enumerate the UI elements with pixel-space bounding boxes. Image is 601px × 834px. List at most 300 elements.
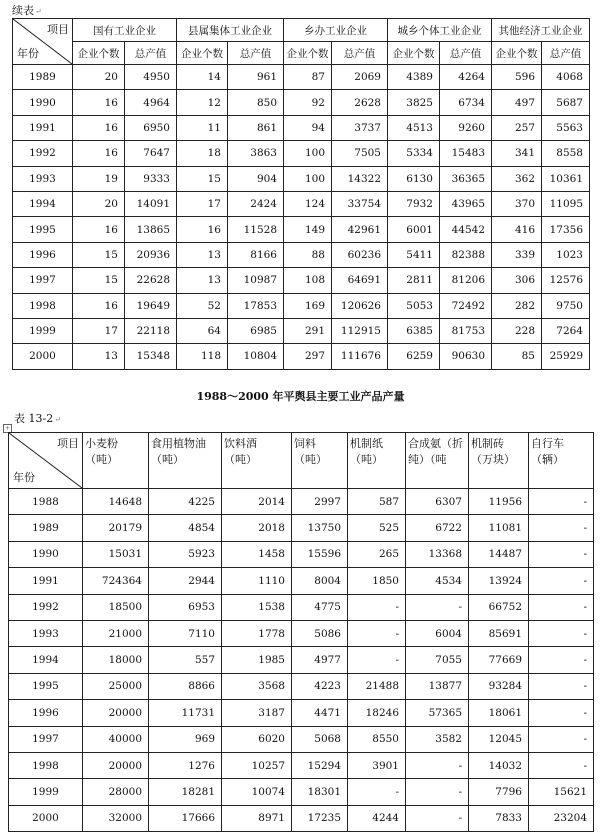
value-cell: 17 bbox=[73, 318, 125, 343]
value-cell: 12 bbox=[177, 90, 228, 115]
table-row bbox=[13, 293, 590, 318]
table-row bbox=[9, 673, 594, 699]
value-cell: 94 bbox=[284, 115, 332, 140]
value-cell: 16 bbox=[73, 115, 125, 140]
year-cell: 2000 bbox=[9, 805, 83, 831]
value-cell: 7796 bbox=[469, 779, 529, 805]
value-cell: 6001 bbox=[388, 217, 440, 242]
year-cell: 1988 bbox=[9, 489, 83, 515]
group-header-individual: 城乡个体工业企业 bbox=[388, 19, 492, 42]
value-cell: 861 bbox=[228, 115, 284, 140]
value-cell: 5053 bbox=[388, 293, 440, 318]
corner-item-label: 项目 bbox=[57, 437, 79, 450]
column-header bbox=[149, 433, 222, 489]
value-cell: 6130 bbox=[388, 166, 440, 191]
table-row bbox=[9, 779, 594, 805]
sub-header-count: 企业个数 bbox=[388, 42, 440, 65]
value-cell: 111676 bbox=[332, 344, 388, 369]
value-cell: 100 bbox=[284, 141, 332, 166]
value-cell: 12576 bbox=[542, 268, 590, 293]
value-cell: 7110 bbox=[149, 620, 222, 646]
value-cell: 15 bbox=[73, 268, 125, 293]
value-cell: 3187 bbox=[222, 700, 292, 726]
value-cell: 14 bbox=[177, 65, 228, 90]
column-header-line: （辆） bbox=[531, 453, 564, 466]
column-header-line: 自行车 bbox=[531, 437, 564, 450]
value-cell: - bbox=[348, 594, 406, 620]
corner-year-label: 年份 bbox=[17, 47, 39, 60]
value-cell: 124 bbox=[284, 191, 332, 216]
sub-header-count: 企业个数 bbox=[284, 42, 332, 65]
table-row bbox=[13, 318, 590, 343]
value-cell: 13877 bbox=[406, 673, 469, 699]
value-cell: 4964 bbox=[125, 90, 177, 115]
table2-title: 1988～2000 年平舆县主要工业产品产量 bbox=[196, 390, 405, 403]
value-cell: 339 bbox=[492, 242, 542, 267]
value-cell: 42961 bbox=[332, 217, 388, 242]
value-cell: - bbox=[529, 647, 594, 673]
value-cell: 88 bbox=[284, 242, 332, 267]
column-header-line: （万块） bbox=[471, 453, 515, 466]
value-cell: 3901 bbox=[348, 752, 406, 778]
value-cell: 8971 bbox=[222, 805, 292, 831]
value-cell: 282 bbox=[492, 293, 542, 318]
continued-label: 续表↵ bbox=[12, 4, 42, 17]
value-cell: 4244 bbox=[348, 805, 406, 831]
column-header-line: （吨） bbox=[224, 453, 257, 466]
value-cell: 25929 bbox=[542, 344, 590, 369]
value-cell: 10804 bbox=[228, 344, 284, 369]
column-header-line: 机制砖 bbox=[471, 437, 504, 450]
group-header-county: 县属集体工业企业 bbox=[177, 19, 284, 42]
column-header bbox=[529, 433, 594, 489]
value-cell: 228 bbox=[492, 318, 542, 343]
value-cell: 9333 bbox=[125, 166, 177, 191]
value-cell: 15596 bbox=[292, 541, 348, 567]
value-cell: 85691 bbox=[469, 620, 529, 646]
table-row bbox=[13, 268, 590, 293]
year-cell: 1998 bbox=[9, 752, 83, 778]
value-cell: 4513 bbox=[388, 115, 440, 140]
value-cell: 12045 bbox=[469, 726, 529, 752]
value-cell: 20 bbox=[73, 65, 125, 90]
table-row bbox=[9, 568, 594, 594]
column-header-line: 饲料 bbox=[294, 437, 316, 450]
value-cell: 11956 bbox=[469, 489, 529, 515]
table-row bbox=[9, 620, 594, 646]
value-cell: 596 bbox=[492, 65, 542, 90]
value-cell: 6385 bbox=[388, 318, 440, 343]
table2-corner-header bbox=[9, 433, 83, 489]
value-cell: 87 bbox=[284, 65, 332, 90]
value-cell: 44542 bbox=[440, 217, 492, 242]
value-cell: 28000 bbox=[83, 779, 149, 805]
table-move-handle-icon[interactable]: + bbox=[4, 425, 11, 432]
column-header-line: 小麦粉 bbox=[85, 437, 118, 450]
value-cell: 17666 bbox=[149, 805, 222, 831]
value-cell: 5563 bbox=[542, 115, 590, 140]
value-cell: 5086 bbox=[292, 620, 348, 646]
year-cell: 1995 bbox=[9, 673, 83, 699]
year-cell: 1991 bbox=[9, 568, 83, 594]
value-cell: 20179 bbox=[83, 515, 149, 541]
value-cell: 5411 bbox=[388, 242, 440, 267]
value-cell: 9260 bbox=[440, 115, 492, 140]
value-cell: 557 bbox=[149, 647, 222, 673]
value-cell: 16 bbox=[73, 217, 125, 242]
value-cell: 724364 bbox=[83, 568, 149, 594]
table-row bbox=[13, 344, 590, 369]
value-cell: 969 bbox=[149, 726, 222, 752]
value-cell: 4264 bbox=[440, 65, 492, 90]
value-cell: 13865 bbox=[125, 217, 177, 242]
value-cell: 7833 bbox=[469, 805, 529, 831]
value-cell: 8004 bbox=[292, 568, 348, 594]
value-cell: 7264 bbox=[542, 318, 590, 343]
value-cell: 23204 bbox=[529, 805, 594, 831]
value-cell: 6985 bbox=[228, 318, 284, 343]
value-cell: 15 bbox=[177, 166, 228, 191]
value-cell: 8550 bbox=[348, 726, 406, 752]
table-row bbox=[9, 752, 594, 778]
value-cell: 5687 bbox=[542, 90, 590, 115]
value-cell: 13924 bbox=[469, 568, 529, 594]
year-cell: 1991 bbox=[13, 115, 73, 140]
value-cell: 4977 bbox=[292, 647, 348, 673]
value-cell: 6259 bbox=[388, 344, 440, 369]
year-cell: 1993 bbox=[9, 620, 83, 646]
value-cell: 8866 bbox=[149, 673, 222, 699]
value-cell: 6953 bbox=[149, 594, 222, 620]
value-cell: 297 bbox=[284, 344, 332, 369]
value-cell: - bbox=[529, 515, 594, 541]
value-cell: 904 bbox=[228, 166, 284, 191]
value-cell: 21488 bbox=[348, 673, 406, 699]
value-cell: 11 bbox=[177, 115, 228, 140]
value-cell: 15348 bbox=[125, 344, 177, 369]
column-header-line: （吨） bbox=[294, 453, 327, 466]
value-cell: 2014 bbox=[222, 489, 292, 515]
column-header bbox=[83, 433, 149, 489]
value-cell: 16 bbox=[73, 141, 125, 166]
year-cell: 1997 bbox=[13, 268, 73, 293]
year-cell: 1994 bbox=[9, 647, 83, 673]
value-cell: - bbox=[529, 673, 594, 699]
column-header-line: 纯）（吨 bbox=[408, 453, 447, 466]
value-cell: - bbox=[529, 726, 594, 752]
value-cell: 20000 bbox=[83, 700, 149, 726]
value-cell: 64691 bbox=[332, 268, 388, 293]
value-cell: 13 bbox=[177, 242, 228, 267]
table-row bbox=[13, 191, 590, 216]
value-cell: 4389 bbox=[388, 65, 440, 90]
value-cell: 1850 bbox=[348, 568, 406, 594]
value-cell: 497 bbox=[492, 90, 542, 115]
value-cell: 120626 bbox=[332, 293, 388, 318]
sub-header-count: 企业个数 bbox=[177, 42, 228, 65]
value-cell: 7055 bbox=[406, 647, 469, 673]
value-cell: 341 bbox=[492, 141, 542, 166]
value-cell: - bbox=[406, 779, 469, 805]
value-cell: 92 bbox=[284, 90, 332, 115]
value-cell: 19649 bbox=[125, 293, 177, 318]
table-row bbox=[9, 726, 594, 752]
value-cell: 1985 bbox=[222, 647, 292, 673]
value-cell: 57365 bbox=[406, 700, 469, 726]
table-row bbox=[9, 805, 594, 831]
group-header-township: 乡办工业企业 bbox=[284, 19, 388, 42]
value-cell: 13 bbox=[73, 344, 125, 369]
value-cell: 108 bbox=[284, 268, 332, 293]
value-cell: 112915 bbox=[332, 318, 388, 343]
value-cell: 11081 bbox=[469, 515, 529, 541]
value-cell: 64 bbox=[177, 318, 228, 343]
value-cell: 1110 bbox=[222, 568, 292, 594]
table-row bbox=[9, 515, 594, 541]
value-cell: 15 bbox=[73, 242, 125, 267]
value-cell: 2018 bbox=[222, 515, 292, 541]
value-cell: 2811 bbox=[388, 268, 440, 293]
table-row bbox=[13, 141, 590, 166]
value-cell: 14487 bbox=[469, 541, 529, 567]
value-cell: 10257 bbox=[222, 752, 292, 778]
value-cell: 16 bbox=[177, 217, 228, 242]
value-cell: 22628 bbox=[125, 268, 177, 293]
value-cell: 82388 bbox=[440, 242, 492, 267]
year-cell: 1996 bbox=[9, 700, 83, 726]
value-cell: 15294 bbox=[292, 752, 348, 778]
value-cell: 25000 bbox=[83, 673, 149, 699]
value-cell: 15483 bbox=[440, 141, 492, 166]
value-cell: 3825 bbox=[388, 90, 440, 115]
value-cell: 3863 bbox=[228, 141, 284, 166]
value-cell: 257 bbox=[492, 115, 542, 140]
table-row bbox=[9, 489, 594, 515]
value-cell: - bbox=[529, 541, 594, 567]
value-cell: 60236 bbox=[332, 242, 388, 267]
value-cell: 11731 bbox=[149, 700, 222, 726]
value-cell: 13 bbox=[177, 268, 228, 293]
table-row bbox=[9, 700, 594, 726]
value-cell: 15031 bbox=[83, 541, 149, 567]
year-cell: 1992 bbox=[13, 141, 73, 166]
value-cell: 77669 bbox=[469, 647, 529, 673]
value-cell: 2997 bbox=[292, 489, 348, 515]
column-header-line: 饮料酒 bbox=[224, 437, 257, 450]
value-cell: 7932 bbox=[388, 191, 440, 216]
value-cell: 149 bbox=[284, 217, 332, 242]
value-cell: 4854 bbox=[149, 515, 222, 541]
year-cell: 1989 bbox=[13, 65, 73, 90]
value-cell: 15621 bbox=[529, 779, 594, 805]
value-cell: - bbox=[348, 620, 406, 646]
value-cell: 90630 bbox=[440, 344, 492, 369]
value-cell: 40000 bbox=[83, 726, 149, 752]
year-cell: 1994 bbox=[13, 191, 73, 216]
value-cell: 2944 bbox=[149, 568, 222, 594]
value-cell: 6004 bbox=[406, 620, 469, 646]
value-cell: 2069 bbox=[332, 65, 388, 90]
value-cell: 21000 bbox=[83, 620, 149, 646]
value-cell: 18000 bbox=[83, 647, 149, 673]
value-cell: 4534 bbox=[406, 568, 469, 594]
value-cell: 16 bbox=[73, 293, 125, 318]
value-cell: - bbox=[406, 752, 469, 778]
year-cell: 1996 bbox=[13, 242, 73, 267]
table-row bbox=[13, 65, 590, 90]
value-cell: 4950 bbox=[125, 65, 177, 90]
table-row bbox=[9, 647, 594, 673]
value-cell: 18500 bbox=[83, 594, 149, 620]
value-cell: 20936 bbox=[125, 242, 177, 267]
value-cell: 306 bbox=[492, 268, 542, 293]
value-cell: 13368 bbox=[406, 541, 469, 567]
value-cell: 3582 bbox=[406, 726, 469, 752]
year-cell: 1999 bbox=[13, 318, 73, 343]
value-cell: - bbox=[529, 700, 594, 726]
column-header bbox=[469, 433, 529, 489]
value-cell: 93284 bbox=[469, 673, 529, 699]
value-cell: - bbox=[348, 647, 406, 673]
value-cell: 10987 bbox=[228, 268, 284, 293]
column-header-line: （吨） bbox=[85, 453, 118, 466]
value-cell: 18061 bbox=[469, 700, 529, 726]
value-cell: 291 bbox=[284, 318, 332, 343]
value-cell: 265 bbox=[348, 541, 406, 567]
column-header bbox=[292, 433, 348, 489]
value-cell: 4223 bbox=[292, 673, 348, 699]
year-cell: 1995 bbox=[13, 217, 73, 242]
value-cell: 1276 bbox=[149, 752, 222, 778]
value-cell: 8166 bbox=[228, 242, 284, 267]
value-cell: 22118 bbox=[125, 318, 177, 343]
value-cell: 1023 bbox=[542, 242, 590, 267]
value-cell: 3568 bbox=[222, 673, 292, 699]
value-cell: 1458 bbox=[222, 541, 292, 567]
table-row bbox=[9, 541, 594, 567]
value-cell: - bbox=[529, 489, 594, 515]
year-cell: 1992 bbox=[9, 594, 83, 620]
sub-header-output: 总产值 bbox=[542, 42, 590, 65]
value-cell: 14091 bbox=[125, 191, 177, 216]
value-cell: 10074 bbox=[222, 779, 292, 805]
value-cell: 5923 bbox=[149, 541, 222, 567]
value-cell: 14032 bbox=[469, 752, 529, 778]
table-row bbox=[13, 217, 590, 242]
value-cell: 17356 bbox=[542, 217, 590, 242]
value-cell: 5334 bbox=[388, 141, 440, 166]
value-cell: 20 bbox=[73, 191, 125, 216]
value-cell: 1778 bbox=[222, 620, 292, 646]
value-cell: 52 bbox=[177, 293, 228, 318]
value-cell: 118 bbox=[177, 344, 228, 369]
sub-header-output: 总产值 bbox=[440, 42, 492, 65]
value-cell: 6020 bbox=[222, 726, 292, 752]
value-cell: 6307 bbox=[406, 489, 469, 515]
value-cell: 16 bbox=[73, 90, 125, 115]
value-cell: 3737 bbox=[332, 115, 388, 140]
value-cell: - bbox=[529, 752, 594, 778]
value-cell: - bbox=[529, 620, 594, 646]
value-cell: 36365 bbox=[440, 166, 492, 191]
year-cell: 2000 bbox=[13, 344, 73, 369]
table-row bbox=[9, 594, 594, 620]
value-cell: 85 bbox=[492, 344, 542, 369]
value-cell: - bbox=[406, 594, 469, 620]
column-header bbox=[406, 433, 469, 489]
value-cell: 20000 bbox=[83, 752, 149, 778]
value-cell: 13750 bbox=[292, 515, 348, 541]
sub-header-output: 总产值 bbox=[228, 42, 284, 65]
table-row bbox=[13, 90, 590, 115]
value-cell: 17853 bbox=[228, 293, 284, 318]
value-cell: 72492 bbox=[440, 293, 492, 318]
corner-item-label: 项目 bbox=[47, 23, 69, 36]
sub-header-output: 总产值 bbox=[332, 42, 388, 65]
table2-label: 表 13-2↵ bbox=[14, 412, 61, 425]
value-cell: 362 bbox=[492, 166, 542, 191]
value-cell: 7647 bbox=[125, 141, 177, 166]
year-cell: 1993 bbox=[13, 166, 73, 191]
value-cell: 19 bbox=[73, 166, 125, 191]
value-cell: 17235 bbox=[292, 805, 348, 831]
value-cell: 9750 bbox=[542, 293, 590, 318]
value-cell: 10361 bbox=[542, 166, 590, 191]
column-header-line: 食用植物油 bbox=[151, 437, 206, 450]
year-cell: 1999 bbox=[9, 779, 83, 805]
value-cell: 18301 bbox=[292, 779, 348, 805]
column-header-line: 合成氨（折 bbox=[408, 437, 463, 450]
year-cell: 1990 bbox=[9, 541, 83, 567]
table1-corner-header bbox=[13, 19, 73, 65]
column-header-line: （吨） bbox=[350, 453, 383, 466]
value-cell: 6722 bbox=[406, 515, 469, 541]
value-cell: - bbox=[529, 568, 594, 594]
value-cell: 2424 bbox=[228, 191, 284, 216]
product-output-table bbox=[8, 432, 594, 832]
value-cell: 525 bbox=[348, 515, 406, 541]
year-cell: 1998 bbox=[13, 293, 73, 318]
group-header-state: 国有工业企业 bbox=[73, 19, 177, 42]
value-cell: - bbox=[406, 805, 469, 831]
value-cell: 4225 bbox=[149, 489, 222, 515]
group-header-other: 其他经济工业企业 bbox=[492, 19, 590, 42]
value-cell: 18 bbox=[177, 141, 228, 166]
table-row bbox=[13, 115, 590, 140]
value-cell: 18246 bbox=[348, 700, 406, 726]
value-cell: 7505 bbox=[332, 141, 388, 166]
value-cell: 370 bbox=[492, 191, 542, 216]
value-cell: 169 bbox=[284, 293, 332, 318]
year-cell: 1990 bbox=[13, 90, 73, 115]
value-cell: 66752 bbox=[469, 594, 529, 620]
sub-header-count: 企业个数 bbox=[73, 42, 125, 65]
column-header-line: 机制纸 bbox=[350, 437, 383, 450]
value-cell: 11095 bbox=[542, 191, 590, 216]
value-cell: 81753 bbox=[440, 318, 492, 343]
value-cell: 4775 bbox=[292, 594, 348, 620]
sub-header-count: 企业个数 bbox=[492, 42, 542, 65]
value-cell: 32000 bbox=[83, 805, 149, 831]
value-cell: 14648 bbox=[83, 489, 149, 515]
value-cell: 2628 bbox=[332, 90, 388, 115]
column-header bbox=[222, 433, 292, 489]
enterprise-table bbox=[12, 18, 590, 370]
value-cell: 17 bbox=[177, 191, 228, 216]
sub-header-output: 总产值 bbox=[125, 42, 177, 65]
value-cell: 4068 bbox=[542, 65, 590, 90]
value-cell: 961 bbox=[228, 65, 284, 90]
